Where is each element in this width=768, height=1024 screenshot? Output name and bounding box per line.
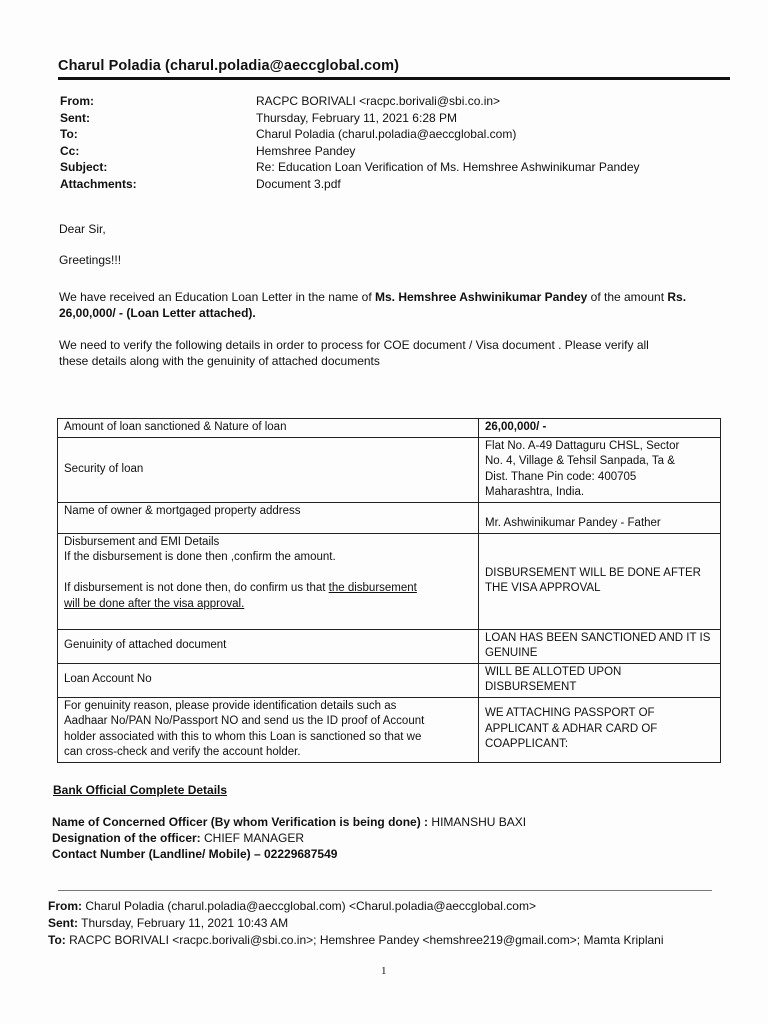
contact-line (52, 846, 526, 862)
answer-line: APPLICANT & ADHAR CARD OF (485, 722, 658, 735)
designation-value: CHIEF MANAGER (204, 831, 305, 845)
p2-line1: We need to verify the following details in order to process for COE document / Visa document . Please verify all (59, 338, 649, 352)
officer-value: HIMANSHU BAXI (431, 815, 527, 829)
row-answer: 26,00,000/ - (479, 419, 721, 438)
row-question: Amount of loan sanctioned & Nature of loan (58, 419, 479, 438)
officer-line (52, 814, 526, 830)
footer-from-line (48, 898, 664, 915)
designation-line (52, 830, 526, 846)
table-row (58, 663, 721, 697)
question-line: holder associated with this to whom this Loan is sanctioned so that we (64, 730, 422, 743)
p1-amount: 26,00,000/ - (Loan Letter attached). (59, 306, 256, 320)
row-question: Name of owner & mortgaged property address (58, 502, 479, 533)
bank-section-title: Bank Official Complete Details (53, 783, 228, 797)
email-header (60, 93, 640, 192)
answer-line: THE VISA APPROVAL (485, 582, 601, 594)
footer-sent-value: Thursday, February 11, 2021 10:43 AM (81, 916, 289, 930)
row-question: Genuinity of attached document (58, 629, 479, 663)
header-cc-label: Cc: (60, 143, 80, 158)
header-attachments-value: Document 3.pdf (256, 176, 341, 191)
p1-rs: Rs. (667, 290, 687, 304)
table-row (58, 629, 721, 663)
greeting-line: Dear Sir, (59, 222, 106, 236)
row-question: Security of loan (58, 437, 479, 502)
p2-line2: these details along with the genuinity of attached documents (59, 354, 380, 368)
answer-line: Flat No. A-49 Dattaguru CHSL, Sector (485, 439, 680, 452)
header-attachments-label: Attachments: (60, 176, 137, 191)
row-answer (479, 697, 721, 762)
row-answer (479, 629, 721, 663)
paragraph-loan-letter (59, 289, 739, 321)
bank-details (52, 814, 526, 862)
p1-text-b: of the amount (590, 290, 665, 304)
answer-line: WE ATTACHING PASSPORT OF (485, 707, 655, 720)
p1-applicant-name: Ms. Hemshree Ashwinikumar Pandey (375, 290, 588, 304)
question-line: If the disbursement is done then ,confirm the amount. (64, 551, 336, 563)
table-row (58, 437, 721, 502)
greetings-line: Greetings!!! (59, 253, 122, 267)
header-from-row (60, 93, 640, 110)
row-question: Loan Account No (58, 663, 479, 697)
email-title: Charul Poladia (charul.poladia@aeccglobal.com) (58, 58, 400, 74)
row-answer: WILL BE ALLOTED UPON DISBURSEMENT (479, 663, 721, 697)
quoted-email-header (48, 898, 664, 949)
table-row (58, 533, 721, 629)
header-sent-label: Sent: (60, 110, 90, 125)
question-underlined: will be done after the visa approval. (64, 597, 245, 610)
designation-label: Designation of the officer: (52, 831, 201, 845)
question-line: can cross-check and verify the account holder. (64, 746, 301, 758)
paragraph-verify (59, 337, 739, 369)
header-subject-row (60, 159, 640, 176)
table-row (58, 697, 721, 762)
verification-table (57, 418, 721, 763)
footer-from-value: Charul Poladia (charul.poladia@aeccglobal.com) <Charul.poladia@aeccglobal.com> (85, 899, 536, 913)
question-line: Aadhaar No/PAN No/Passport NO and send us the ID proof of Account (64, 715, 425, 727)
question-line: For genuinity reason, please provide identification details such as (64, 699, 397, 712)
answer-line: No. 4, Village & Tehsil Sanpada, Ta & (485, 455, 675, 467)
question-line: Disbursement and EMI Details (64, 535, 220, 548)
footer-from-label: From: (48, 899, 82, 913)
row-question (58, 533, 479, 629)
header-attachments-row (60, 176, 640, 193)
header-subject-label: Subject: (60, 160, 108, 174)
header-sent-row (60, 110, 640, 127)
table-row (58, 502, 721, 533)
header-to-value: Charul Poladia (charul.poladia@aeccglobal.com) (256, 127, 517, 141)
title-divider (58, 77, 730, 80)
header-subject-value: Re: Education Loan Verification of Ms. Hemshree Ashwinikumar Pandey (256, 160, 640, 174)
answer-line: GENUINE (485, 647, 538, 659)
p1-text-a: We have received an Education Loan Letter in the name of (59, 290, 372, 304)
footer-sent-label: Sent: (48, 916, 78, 930)
question-line: If disbursement is not done then, do confirm us that (64, 582, 326, 594)
header-from-value: RACPC BORIVALI <racpc.borivali@sbi.co.in> (256, 94, 501, 108)
answer-line: Dist. Thane Pin code: 400705 (485, 470, 637, 483)
page-number: 1 (381, 965, 387, 977)
footer-to-label: To: (48, 933, 66, 947)
answer-line: DISBURSEMENT WILL BE DONE AFTER (485, 566, 701, 579)
row-answer (479, 437, 721, 502)
row-answer (479, 533, 721, 629)
answer-line: LOAN HAS BEEN SANCTIONED AND IT IS (485, 631, 711, 644)
header-from-label: From: (60, 94, 94, 108)
footer-to-line (48, 932, 664, 949)
row-question (58, 697, 479, 762)
table-row (58, 419, 721, 438)
question-underlined: the disbursement (328, 582, 417, 594)
footer-to-value: RACPC BORIVALI <racpc.borivali@sbi.co.in>; Hemshree Pandey <hemshree219@gmail.com>; Mamta Kriplani (69, 933, 664, 947)
header-cc-value: Hemshree Pandey (256, 143, 356, 158)
footer-divider (58, 890, 712, 891)
header-cc-row (60, 143, 640, 160)
contact-label: Contact Number (Landline/ Mobile) – 02229687549 (52, 847, 338, 861)
header-to-row (60, 126, 640, 143)
footer-sent-line (48, 915, 664, 932)
answer-line: Maharashtra, India. (485, 486, 585, 498)
row-answer: Mr. Ashwinikumar Pandey - Father (479, 502, 721, 533)
header-to-label: To: (60, 127, 78, 141)
header-sent-value: Thursday, February 11, 2021 6:28 PM (256, 110, 457, 125)
officer-label: Name of Concerned Officer (By whom Verification is being done) : (52, 815, 429, 829)
answer-line: COAPPLICANT: (485, 738, 569, 751)
